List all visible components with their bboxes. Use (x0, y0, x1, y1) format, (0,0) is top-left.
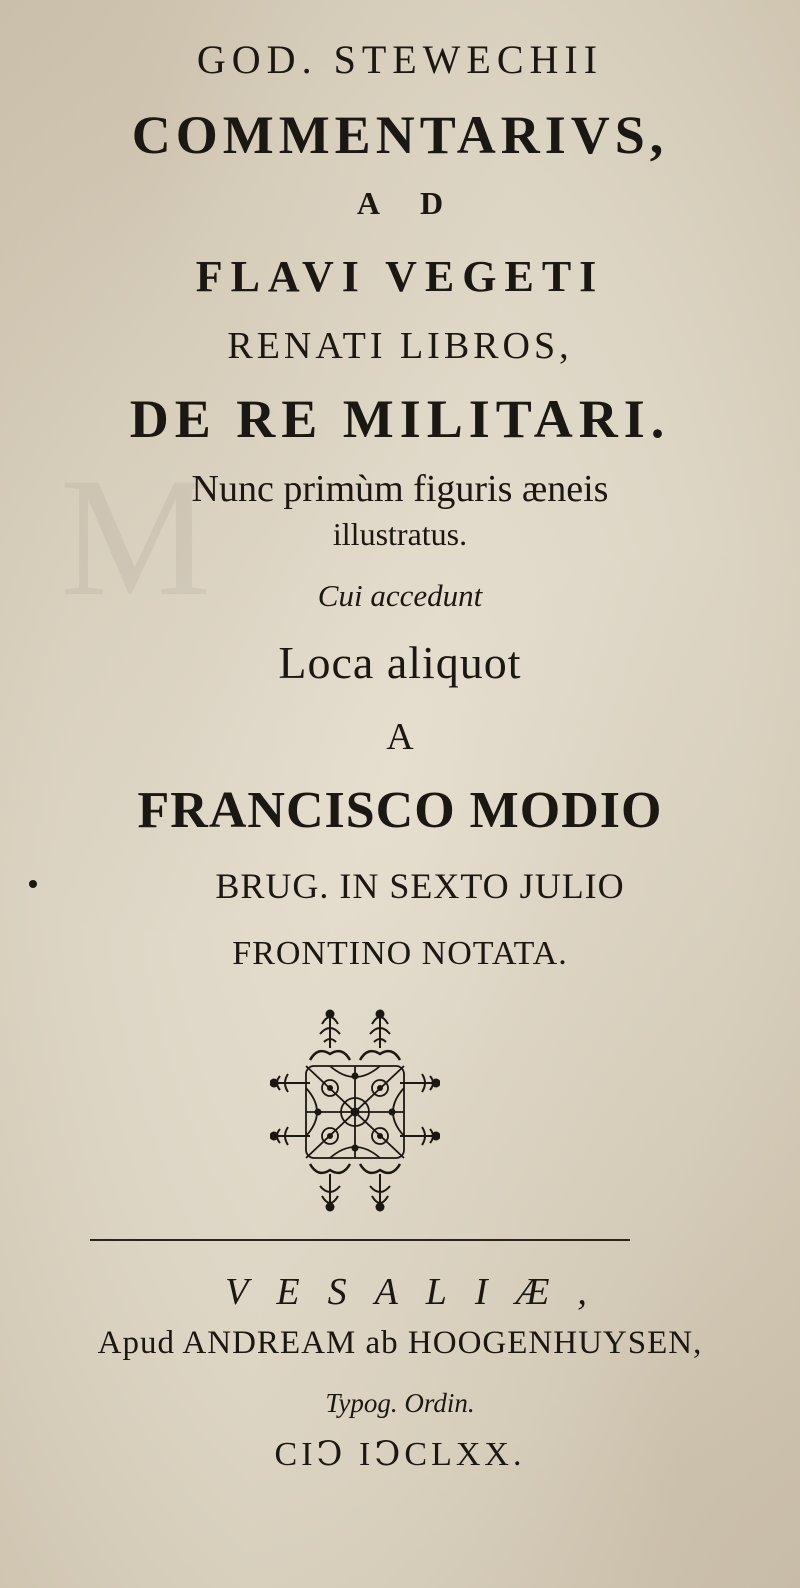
subtitle-line-1: Nunc primùm figuris æneis (191, 468, 609, 510)
title-de-re-militari: DE RE MILITARI. (129, 389, 671, 449)
title-ad: AD (356, 185, 484, 221)
brug-line: BRUG. IN SEXTO JULIO (215, 866, 625, 906)
title-commentarius: COMMENTARIVS, (131, 105, 669, 165)
author-line: GOD. STEWECHII (196, 37, 604, 82)
horizontal-rule (90, 1239, 630, 1241)
show-through-letter: M (60, 443, 212, 631)
francisco-modio: FRANCISCO MODIO (137, 782, 663, 839)
imprint-role: Typog. Ordin. (325, 1388, 475, 1418)
loca-aliquot: Loca aliquot (278, 637, 522, 688)
imprint-printer: Apud ANDREAM ab HOOGENHUYSEN, (97, 1325, 703, 1361)
ink-dot (29, 880, 37, 888)
imprint-place: VESALIÆ, (225, 1271, 615, 1313)
title-flavi-vegeti: FLAVI VEGETI (195, 252, 605, 301)
imprint-year: CIↃ IↃCLXX. (274, 1436, 526, 1473)
title-a: A (386, 716, 414, 758)
printers-fleuron-icon (270, 1008, 440, 1213)
cui-accedunt: Cui accedunt (317, 578, 483, 613)
title-renati-libros: RENATI LIBROS, (227, 325, 573, 367)
subtitle-line-2: illustratus. (332, 516, 468, 552)
frontino-line: FRONTINO NOTATA. (232, 935, 568, 972)
